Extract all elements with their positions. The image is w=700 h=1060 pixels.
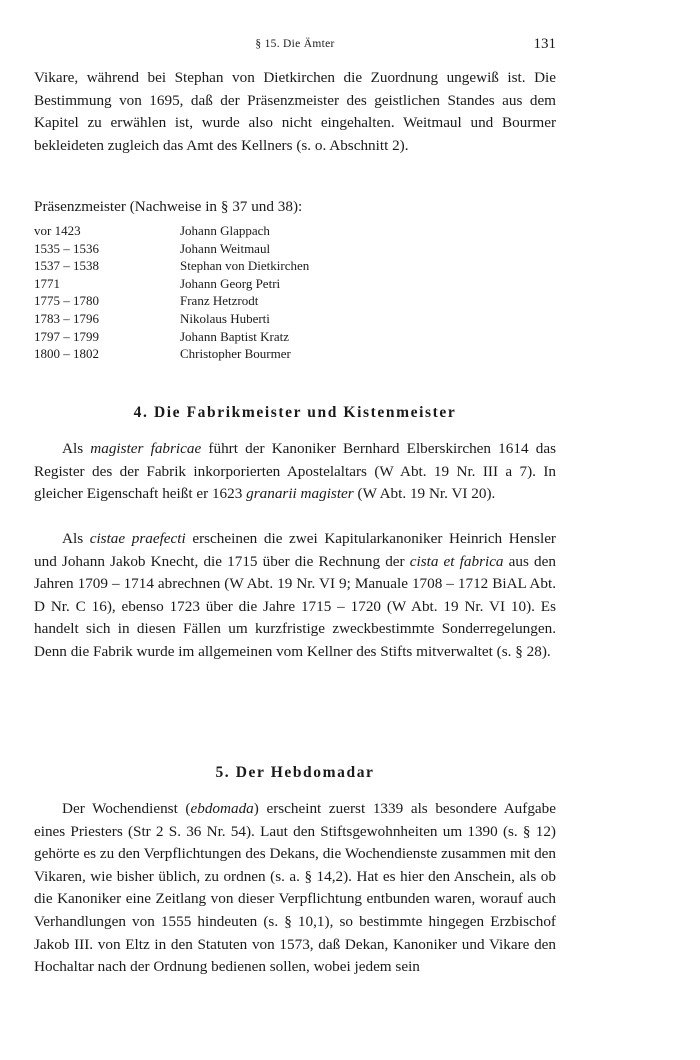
list-item	[34, 275, 556, 293]
latin-term: cista et fabrica	[409, 552, 504, 570]
list-item	[34, 345, 556, 363]
list-item	[34, 292, 556, 310]
text-segment: (W Abt. 19 Nr. VI 20).	[353, 485, 496, 503]
list-item-name: Johann Georg Petri	[180, 275, 281, 291]
list-item-date: 1537 – 1538	[34, 258, 99, 274]
list-item-name: Johann Baptist Kratz	[180, 328, 290, 344]
list-item-date: vor 1423	[34, 223, 81, 238]
praesenzmeister-list	[34, 222, 556, 363]
paragraph-vikare: Vikare, während bei Stephan von Dietkirchen die Zuordnung ungewiß ist. Die Bestimmung von 1695, daß der Präsenzmeister des geistlichen Standes aus dem Kapitel zu erwählen ist, wurde also nicht eingehalten. Weitmaul und Bourmer bekleideten zugleich das Amt des Kellners (s. o. Abschnitt 2).	[34, 69, 556, 154]
text-segment: erscheinen die zwei Kapitularkanoniker Heinrich Hensler und Johann Jakob Knecht, die 1715 über die Rechnung der	[34, 530, 556, 570]
running-title: § 15. Die Ämter	[255, 38, 335, 50]
latin-term: cistae praefecti	[89, 530, 186, 547]
list-item-date: 1535 – 1536	[34, 240, 99, 256]
paragraph-wochendienst	[34, 798, 556, 979]
paragraph-cistae-praefecti	[34, 528, 556, 664]
page-number: 131	[533, 36, 556, 52]
text-segment: ) erscheint zuerst 1339 als besondere Aufgabe eines Priesters (Str 2 S. 36 Nr. 54). Laut den Stiftsgewohnheiten um 1390 (s. § 12) gehörte es zu den Verpflichtungen des Dekans, die Wochendienste zusammen mit den Vikaren, wie bisher üblich, zu ordnen (s. a. § 14,2). Hat es hier den Anschein, als ob die Kanoniker eine Zeitlang von dieser Verpflichtung entbunden waren, worauf auch Verhandlungen von 1555 hindeuten (s. § 10,1), so bestimmte hingegen Erzbischof Jakob III. von Eltz in den Statuten von 1573, daß Dekan, Kanoniker und Vikare den Hochaltar nach der Ordnung bedienen sollen, wobei jedem sein	[34, 800, 556, 976]
list-item	[34, 240, 556, 258]
text-segment: Als	[62, 530, 90, 547]
text-segment: Als	[62, 440, 91, 457]
section-heading-fabrikmeister: 4. Die Fabrikmeister und Kistenmeister	[133, 404, 457, 421]
list-item-name: Christopher Bourmer	[180, 346, 291, 362]
list-item-name: Johann Glappach	[180, 223, 270, 238]
list-item	[34, 222, 556, 240]
text-segment: Der Wochendienst (	[62, 800, 191, 817]
latin-term: magister fabricae	[90, 440, 202, 457]
list-item-name: Stephan von Dietkirchen	[180, 258, 310, 274]
list-item-date: 1797 – 1799	[34, 328, 99, 344]
text-segment: führt der Kanoniker Bernhard Elberskirchen 1614 das Register des der Fabrik inkorporierten Apostelaltars (W Abt. 19 Nr. III a 7). In gleicher Eigenschaft heißt er 1623	[34, 440, 556, 503]
latin-term: ebdomada	[190, 800, 254, 817]
section-heading-hebdomadar: 5. Der Hebdomadar	[215, 764, 375, 781]
running-header	[34, 36, 556, 56]
paragraph-magister-fabricae	[34, 438, 556, 506]
list-item-name: Johann Weitmaul	[180, 240, 271, 256]
list-item	[34, 310, 556, 328]
list-item-date: 1771	[34, 275, 60, 291]
list-item	[34, 328, 556, 346]
list-item-date: 1800 – 1802	[34, 346, 99, 362]
list-item-date: 1775 – 1780	[34, 293, 99, 309]
list-item-name: Franz Hetzrodt	[180, 293, 259, 309]
text-segment: aus den Jahren 1709 – 1714 abrechnen (W Abt. 19 Nr. VI 9; Manuale 1708 – 1712 BiAL Abt. D Nr. C 16), ebenso 1723 über die Jahre 1715 – 1720 (W Abt. 19 Nr. VI 10). Es handelt sich in diesen Fällen um kurzfristige zweckbestimmte Sonderregelungen. Denn die Fabrik wurde im allgemeinen vom Kellner des Stifts mitverwaltet (s. § 28).	[34, 552, 556, 660]
list-intro: Präsenzmeister (Nachweise in § 37 und 38):	[34, 198, 303, 215]
list-item-name: Nikolaus Huberti	[180, 310, 270, 326]
list-item-date: 1783 – 1796	[34, 310, 99, 326]
list-item	[34, 257, 556, 275]
latin-term: granarii magister	[246, 485, 354, 503]
